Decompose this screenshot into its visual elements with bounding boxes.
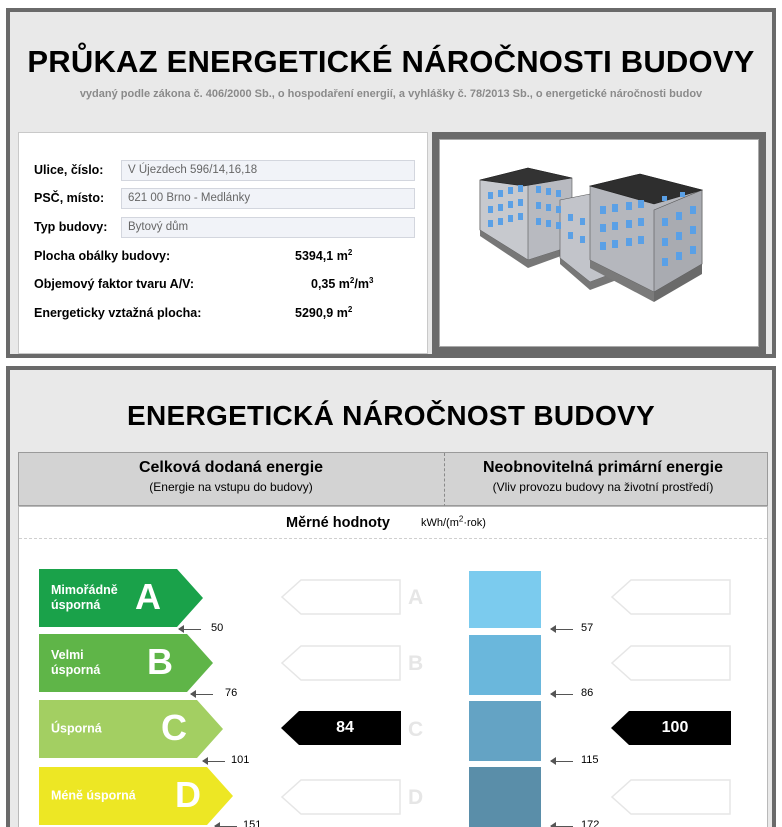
delivered-energy-marker: [281, 711, 401, 745]
ghost-letter-a: A: [408, 586, 424, 609]
ghost-letter-b: B: [408, 652, 424, 675]
class-b-line2: úsporná: [51, 663, 101, 677]
delivered-energy-subtitle: (Energie na vstupu do budovy): [149, 480, 313, 494]
certificate-subtitle: vydaný podle zákona č. 406/2000 Sb., o hospodaření energií, a vyhlášky č. 78/2013 Sb., o energetické náročnosti budov: [79, 88, 703, 100]
envelope-label: Plocha obálky budovy:: [34, 249, 171, 263]
ghost-letter-c: C: [408, 718, 424, 741]
primary-energy-value: 100: [661, 719, 689, 736]
class-c-arrow: [39, 700, 225, 758]
pe-bar-c: [469, 701, 541, 761]
energy-scale-box: Měrné hodnoty kWh/$(m^2\cdot rok)$ Mimořádně úsporná A Velmi úsporná B Úsporná C Méně úsporná D 50 76 101 151 A B 84 C D 57 86 115 172 100: [18, 506, 768, 827]
ref-area-label: Energeticky vztažná plocha:: [34, 306, 202, 320]
class-a-arrow: [39, 569, 205, 627]
ref-area-value: 5290,9 $m^2$: [295, 304, 353, 320]
type-field: Bytový dům: [121, 217, 415, 238]
city-field: 621 00 Brno - Medlánky: [121, 188, 415, 209]
delivered-energy-header: [45, 459, 417, 494]
primary-energy-header: [417, 459, 782, 494]
ghost-slot-d: [281, 779, 401, 815]
pe-ghost-slot-b: [611, 645, 731, 681]
primary-energy-subtitle: (Vliv provozu budovy na životní prostředí): [492, 480, 714, 494]
street-field: V Újezdech 596/14,16,18: [121, 160, 415, 181]
building-illustration: [440, 140, 758, 346]
class-b-arrow: [39, 634, 215, 692]
ghost-slot-b: [281, 645, 401, 681]
class-a-line1: Mimořádně: [51, 583, 118, 597]
pe-bar-a: [469, 571, 541, 628]
delivered-energy-title: Celková dodaná energie: [138, 459, 324, 476]
pe-bar-d: [469, 767, 541, 827]
pe-ghost-slot-a: [611, 579, 731, 615]
ghost-letter-d: D: [408, 786, 424, 809]
pe-bar-b: [469, 635, 541, 695]
energy-title: ENERGETICKÁ NÁROČNOST BUDOVY: [127, 400, 655, 431]
delivered-energy-value: 84: [336, 719, 354, 736]
class-c-letter: C: [161, 707, 187, 748]
primary-energy-title: Neobnovitelná primární energie: [482, 459, 724, 476]
class-d-label: Méně úsporná: [51, 788, 136, 803]
class-d-letter: D: [175, 774, 201, 815]
av-label: Objemový faktor tvaru A/V:: [34, 277, 194, 291]
certificate-title: PRŮKAZ ENERGETICKÉ NÁROČNOSTI BUDOVY: [27, 44, 755, 79]
specific-values-unit: kWh/$(m^2\cdot rok)$: [421, 514, 486, 529]
ghost-slot-a: [281, 579, 401, 615]
class-c-label: Úsporná: [51, 721, 102, 736]
specific-values-row: [19, 507, 767, 539]
class-b-line1: Velmi: [51, 648, 84, 662]
energy-performance-panel: [6, 366, 776, 827]
street-label: Ulice, číslo:: [34, 163, 104, 177]
city-label: PSČ, místo:: [34, 191, 105, 205]
envelope-value: 5394,1 $m^2$: [295, 247, 353, 263]
specific-values-label: Měrné hodnoty: [286, 515, 390, 531]
primary-energy-marker: [611, 711, 731, 745]
building-image: [439, 139, 759, 347]
pe-ghost-slot-d: [611, 779, 731, 815]
type-label: Typ budovy:: [34, 220, 108, 234]
class-d-arrow: [39, 767, 235, 825]
av-value: 0,35 $m^2/m^3$: [311, 275, 374, 291]
class-b-letter: B: [147, 641, 173, 682]
columns-header: [18, 452, 768, 506]
class-a-letter: A: [135, 576, 161, 617]
certificate-header-panel: [6, 8, 776, 358]
building-image-frame: [432, 132, 766, 354]
class-a-line2: úsporná: [51, 598, 101, 612]
building-info-box: [18, 132, 428, 354]
